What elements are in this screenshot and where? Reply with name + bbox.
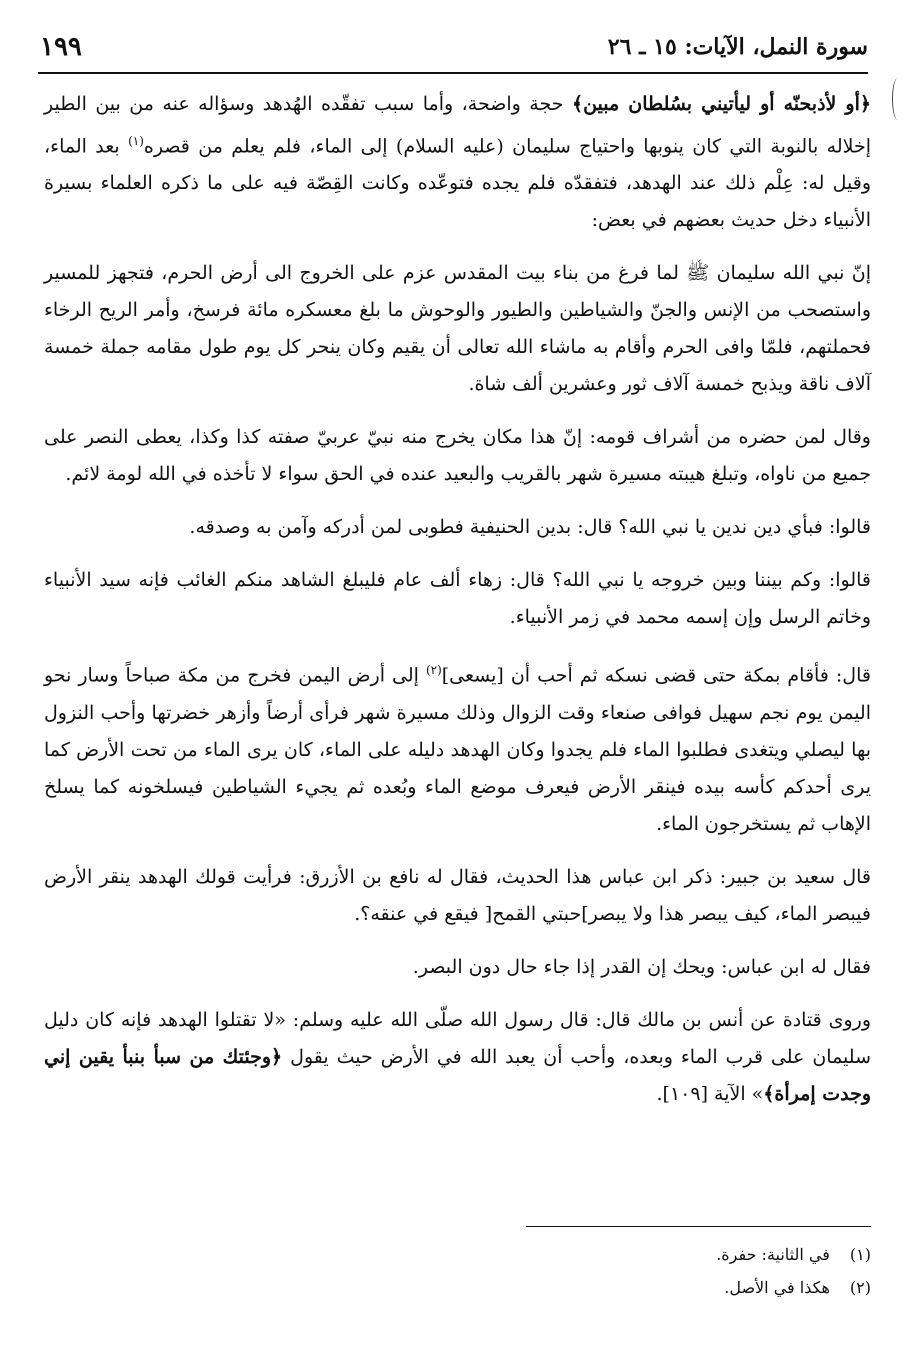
footnote xyxy=(44,1271,871,1304)
paragraph xyxy=(44,255,871,403)
footnote-text: هكذا في الأصل. xyxy=(724,1278,830,1297)
page-edge-mark xyxy=(892,78,903,120)
quran-quote: ﴿وجئتك من سبأ بنبأ يقين إني وجدت إمرأة﴾ xyxy=(44,1045,871,1105)
paragraph-text: قال: فأقام بمكة حتى قضى نسكه ثم أحب أن [يسعى] xyxy=(441,664,871,687)
paragraph-text: إلى أرض اليمن فخرج من مكة صباحاً وسار نحو اليمن يوم نجم سهيل فوافى صنعاء وقت الزوال وذلك مسيرة شهر فرأى أرضاً وأزهر خضرتها وأحب النزول بها ليصلي ويتغدى فطلبوا الماء فلم يجدوا وكان الهدهد دليله على الماء، كان يرى الماء من تحت الأرض كما يرى أحدكم كأسه بيده فينقر الأرض فيعرف موضع الماء وبُعده ثم يجيء الشياطين فيسلخونه كما يسلخ الإهاب ثم يستخرجون الماء. xyxy=(44,664,871,835)
footnote-rule xyxy=(526,1226,871,1227)
paragraph xyxy=(44,509,871,546)
paragraph xyxy=(44,652,871,842)
paragraph-text: فقال له ابن عباس: ويحك إن القدر إذا جاء حال دون البصر. xyxy=(412,955,871,978)
paragraph xyxy=(44,86,871,239)
paragraph xyxy=(44,1002,871,1113)
paragraph-text: » الآية [١٠٩]. xyxy=(656,1082,764,1105)
paragraph-text: إنّ نبي الله سليمان ﷺ لما فرغ من بناء بيت المقدس عزم على الخروج الى أرض الحرم، فتجهز للمسير واستصحب من الإنس والجنّ والشياطين والطيور والوحوش ما بلغ معسكره مائة فرسخ، وأمر الريح الرخاء فحملتهم، فلمّا وافى الحرم وأقام به ماشاء الله تعالى أن يقيم وكان ينحر كل يوم طول مقامه جملة خمسة آلاف ناقة ويذبح خمسة آلاف ثور وعشرين ألف شاة. xyxy=(44,262,871,396)
paragraph-text: قالوا: فبأي دين ندين يا نبي الله؟ قال: بدين الحنيفية فطوبى لمن أدركه وآمن به وصدقه. xyxy=(189,516,871,539)
footnote-text: في الثانية: حفرة. xyxy=(716,1245,830,1264)
quran-quote: ﴿أو لأذبحنّه أو ليأتيني بسُلطان مبين﴾ xyxy=(571,93,871,115)
paragraph-text: قالوا: وكم بيننا وبين خروجه يا نبي الله؟ قال: زهاء ألف عام فليبلغ الشاهد منكم الغائب فإنه سيد الأنبياء وخاتم الرسل وإن إسمه محمد في زمر الأنبياء. xyxy=(44,569,871,629)
footnote xyxy=(44,1238,871,1271)
footnote-number: (١) xyxy=(849,1245,871,1264)
paragraph-text: بعد الماء، وقيل له: عِلْم ذلك عند الهدهد، فتفقدّه فلم يجده فتوعّده وكانت القِصّة فيه على ما ذكره العلماء بسيرة الأنبياء دخل حديث بعضهم في بعض: xyxy=(44,135,871,232)
footnote-reference: (١) xyxy=(128,134,144,148)
running-title: سورة النمل، الآيات: ١٥ ـ ٢٦ xyxy=(607,34,868,60)
paragraph-text: وقال لمن حضره من أشراف قومه: إنّ هذا مكان يخرج منه نبيّ عربيّ صفته كذا وكذا، يعطى النصر على جميع من ناواه، وتبلغ هيبته مسيرة شهر بالقريب والبعيد عنده في الحق سواء لا تأخذه في الله لومة لائم. xyxy=(44,426,871,486)
paragraph xyxy=(44,419,871,493)
paragraph xyxy=(44,859,871,933)
footnote-number: (٢) xyxy=(849,1278,871,1297)
paragraph xyxy=(44,562,871,636)
page-header xyxy=(40,22,868,72)
page-number: ١٩٩ xyxy=(40,32,82,62)
paragraph-text: حجة واضحة، وأما سبب تفقّده الهُدهد وسؤاله عنه من بين الطير إخلاله بالنوبة التي كان ينوبها واحتياج سليمان (عليه السلام) إلى الماء، فلم يعلم من قصره xyxy=(44,93,871,158)
paragraph-text: قال سعيد بن جبير: ذكر ابن عباس هذا الحديث، فقال له نافع بن الأزرق: فرأيت قولك الهدهد ينقر الأرض فيبصر الماء، كيف يبصر هذا ولا يبصر]حبتي القمح[ فيقع في عنقه؟. xyxy=(44,865,871,925)
footnotes xyxy=(44,1238,871,1304)
footnote-reference: (٢) xyxy=(425,663,442,678)
header-rule xyxy=(38,72,868,74)
paragraph-text: وروى قتادة عن أنس بن مالك قال: قال رسول الله صلّى الله عليه وسلم: «لا تقتلوا الهدهد فإنه كان دليل سليمان على قرب الماء وبعده، وأحب أن يعبد الله في الأرض حيث يقول xyxy=(44,1008,871,1068)
body-text xyxy=(44,86,871,1129)
paragraph xyxy=(44,949,871,986)
